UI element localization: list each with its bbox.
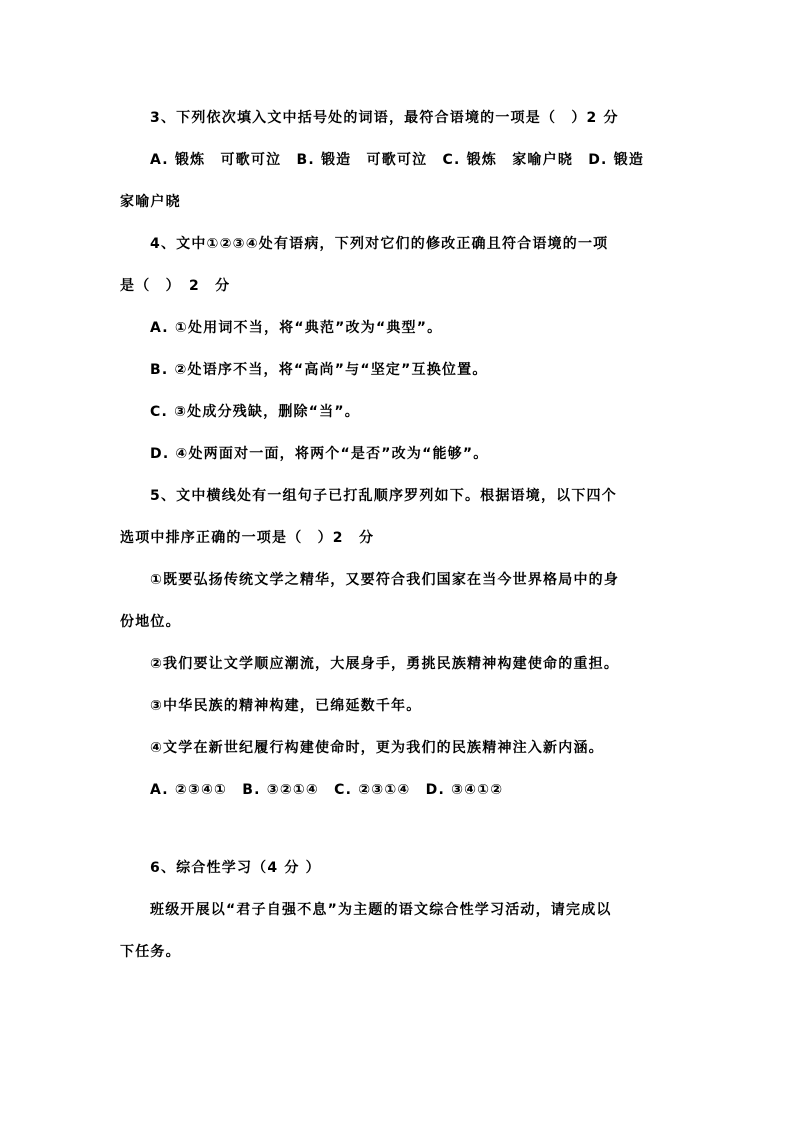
q4-option-a: A. ①处用词不当，将“典范”改为“典型”。 (150, 320, 443, 336)
q5-sentence-1-line2: 份地位。 (120, 614, 181, 630)
q6-title: 6、综合性学习（4 分 ） (150, 860, 321, 876)
q3-options-line1: A. 锻炼 可歌可泣 B. 锻造 可歌可泣 C. 锻炼 家喻户晓 D. 锻造 (150, 152, 645, 168)
q4-option-b: B. ②处语序不当，将“高尚”与“坚定”互换位置。 (150, 362, 488, 378)
q3-options-line2: 家喻户晓 (120, 194, 181, 210)
q4-option-c: C. ③处成分残缺，删除“当”。 (150, 404, 360, 420)
q5-stem-line1: 5、文中横线处有一组句子已打乱顺序罗列如下。根据语境，以下四个 (150, 488, 617, 504)
q4-stem-line1: 4、文中①②③④处有语病，下列对它们的修改正确且符合语境的一项 (150, 236, 609, 252)
q4-stem-line2: 是（ ） 2 分 (120, 278, 231, 294)
q5-stem-line2: 选项中排序正确的一项是（ ）2 分 (120, 530, 375, 546)
q5-sentence-3: ③中华民族的精神构建，已绵延数千年。 (150, 698, 422, 714)
q6-intro-line2: 下任务。 (120, 944, 181, 960)
q3-stem: 3、下列依次填入文中括号处的词语，最符合语境的一项是（ ）2 分 (150, 110, 619, 126)
q4-option-d: D. ④处两面对一面，将两个“是否”改为“能够”。 (150, 446, 489, 462)
q5-sentence-1-line1: ①既要弘扬传统文学之精华，又要符合我们国家在当今世界格局中的身 (150, 572, 620, 588)
q5-sentence-2: ②我们要让文学顺应潮流，大展身手，勇挑民族精神构建使命的重担。 (150, 656, 620, 672)
q5-options: A. ②③④① B. ③②①④ C. ②③①④ D. ③④①② (150, 782, 504, 798)
q6-intro-line1: 班级开展以“君子自强不息”为主题的语文综合性学习活动，请完成以 (150, 902, 612, 918)
q5-sentence-4: ④文学在新世纪履行构建使命时，更为我们的民族精神注入新内涵。 (150, 740, 604, 756)
